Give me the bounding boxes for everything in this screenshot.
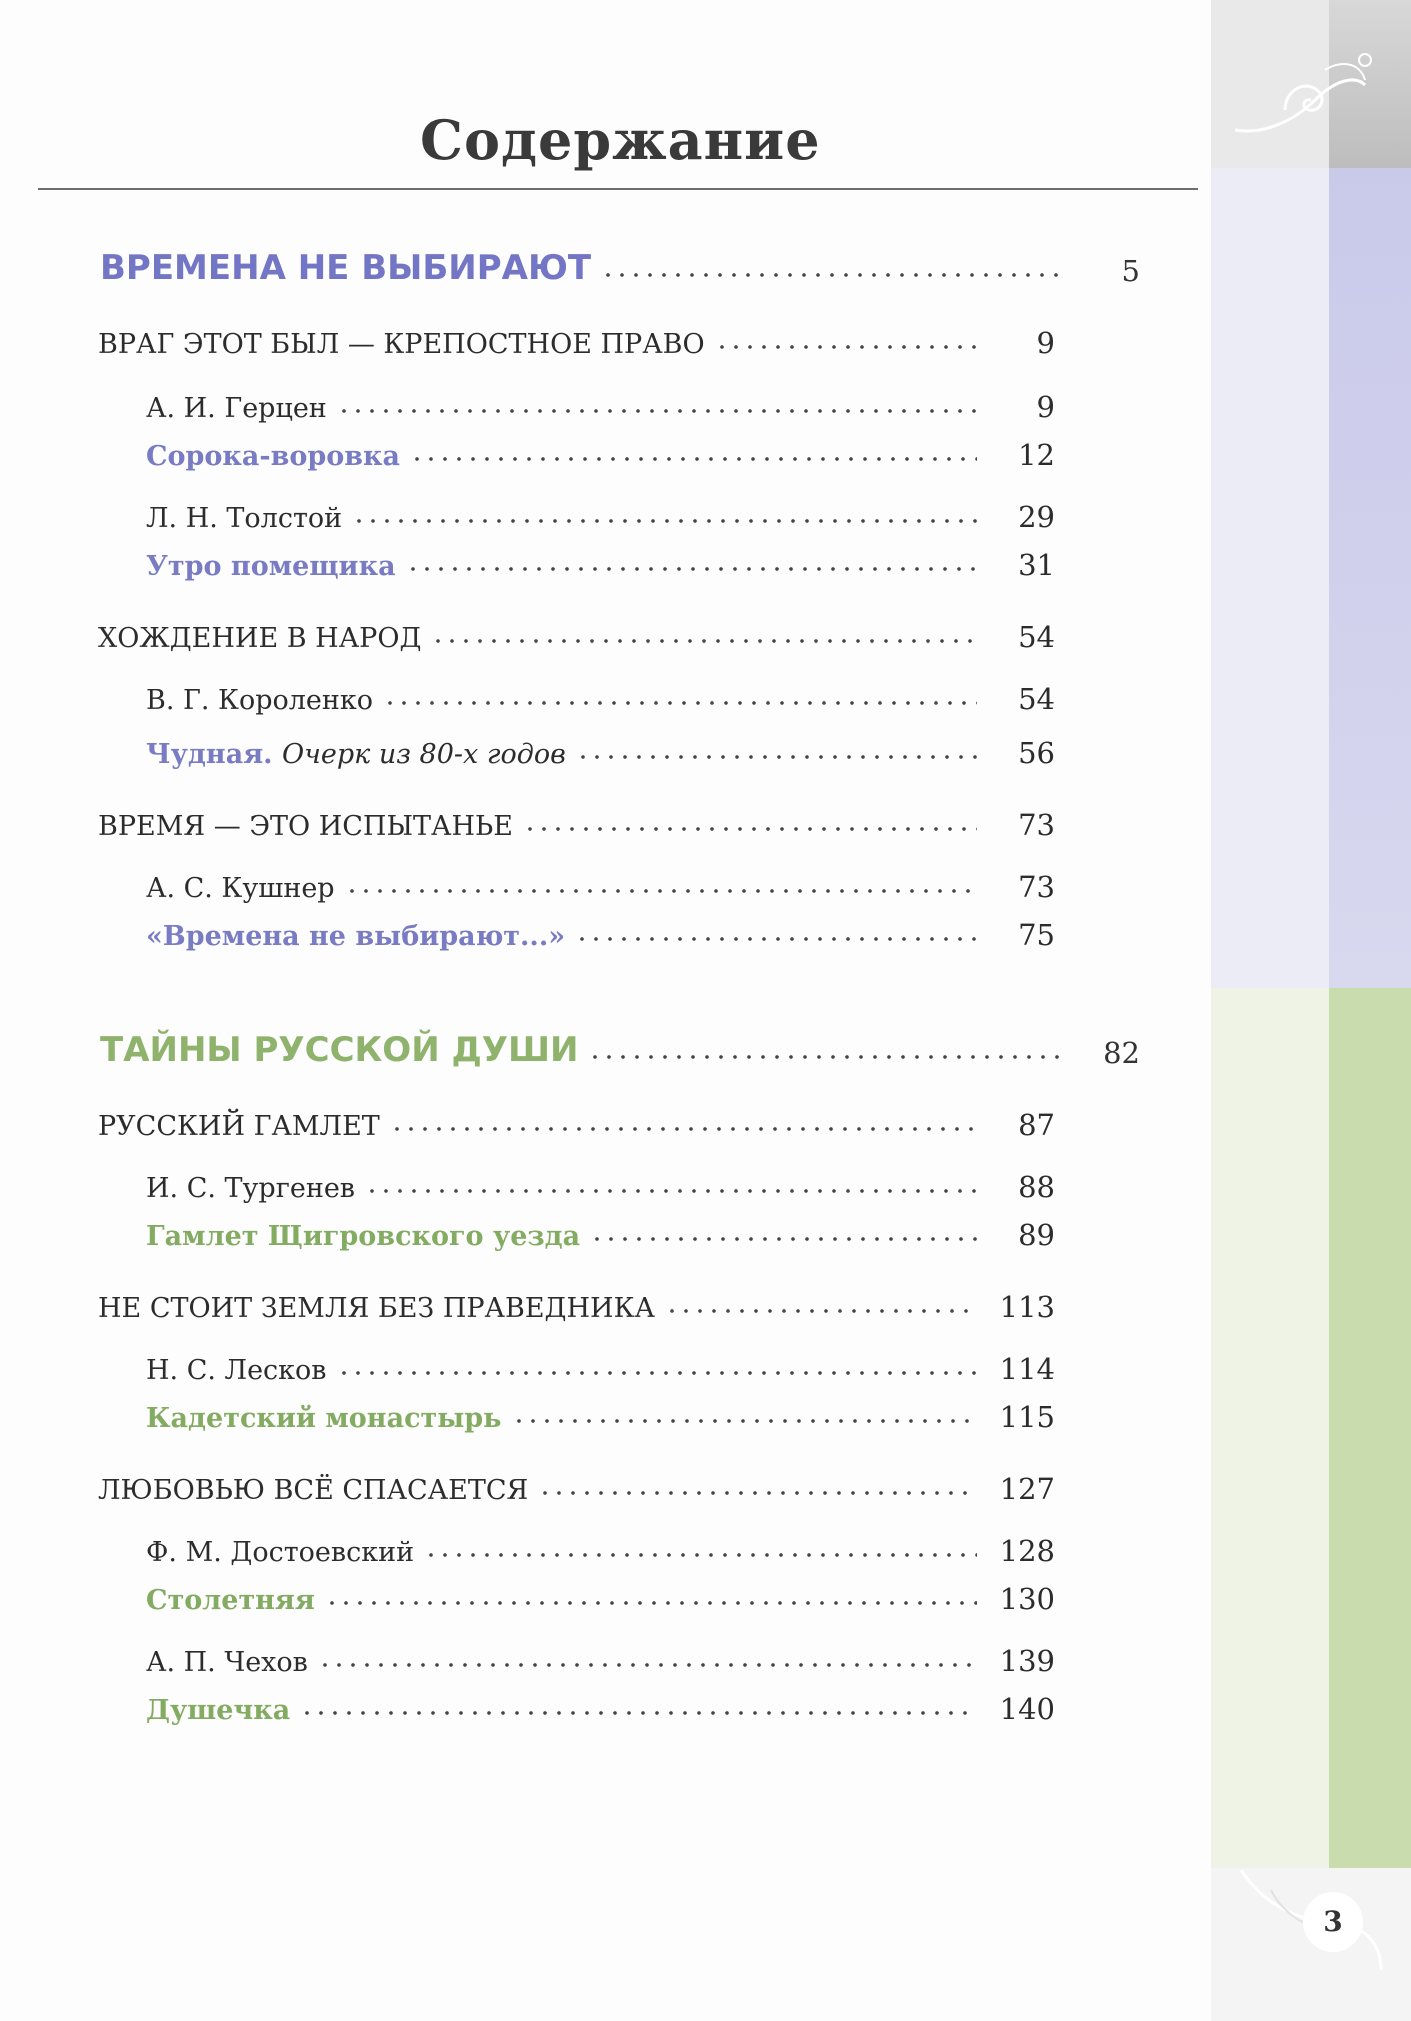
toc-author[interactable] xyxy=(146,384,1055,424)
toc-author-label: А. С. Кушнер xyxy=(146,873,335,904)
toc-chapter-label: НЕ СТОИТ ЗЕМЛЯ БЕЗ ПРАВЕДНИКА xyxy=(98,1293,655,1324)
toc-leader-dots xyxy=(365,1186,977,1196)
toc-chapter-label: ВРАГ ЭТОТ БЫЛ — КРЕПОСТНОЕ ПРАВО xyxy=(98,329,705,360)
toc-chapter[interactable] xyxy=(98,1466,1055,1506)
toc-author[interactable] xyxy=(146,864,1055,904)
toc-work-label: Сорока-воровка xyxy=(146,441,400,472)
toc-section-label: ТАЙНЫ РУССКОЙ ДУШИ xyxy=(100,1030,579,1070)
toc-chapter-label: ЛЮБОВЬЮ ВСЁ СПАСАЕТСЯ xyxy=(98,1475,529,1506)
toc-author[interactable] xyxy=(146,1638,1055,1678)
toc-leader-dots xyxy=(590,1234,977,1244)
toc-page-number: 75 xyxy=(1018,918,1055,952)
toc-work[interactable] xyxy=(146,912,1055,952)
toc-work-label: Столетняя xyxy=(146,1585,315,1616)
toc-author-label: Л. Н. Толстой xyxy=(146,503,343,534)
toc-work-label xyxy=(146,739,576,770)
toc-author[interactable] xyxy=(146,1528,1055,1568)
toc-author-label: А. П. Чехов xyxy=(146,1647,308,1678)
decorative-band-green xyxy=(1211,988,1411,1868)
toc-page-number: 114 xyxy=(999,1352,1055,1386)
title-divider xyxy=(38,188,1198,190)
toc-page-number: 56 xyxy=(1018,736,1055,770)
toc-leader-dots xyxy=(337,406,977,416)
toc-work[interactable] xyxy=(146,1394,1055,1434)
toc-chapter[interactable] xyxy=(98,802,1055,842)
toc-page-number: 139 xyxy=(999,1644,1055,1678)
toc-page-number: 9 xyxy=(1036,326,1055,360)
toc-page-number: 29 xyxy=(1018,500,1055,534)
toc-page-number: 89 xyxy=(1018,1218,1055,1252)
toc-work[interactable] xyxy=(146,1212,1055,1252)
toc-leader-dots xyxy=(523,824,977,834)
page-title: Содержание xyxy=(420,108,821,172)
swirl-ornament-icon xyxy=(1225,40,1375,150)
toc-leader-dots xyxy=(337,1368,978,1378)
toc-leader-dots xyxy=(390,1124,977,1134)
toc-leader-dots xyxy=(601,270,1062,280)
toc-author-label: Н. С. Лесков xyxy=(146,1355,327,1386)
toc-leader-dots xyxy=(424,1550,977,1560)
toc-work-label: Гамлет Щигровского уезда xyxy=(146,1221,581,1252)
toc-page-number: 12 xyxy=(1018,438,1055,472)
toc-page-number: 127 xyxy=(999,1472,1055,1506)
toc-author-label: В. Г. Короленко xyxy=(146,685,373,716)
toc-chapter-label: ВРЕМЯ — ЭТО ИСПЫТАНЬЕ xyxy=(98,811,513,842)
toc-leader-dots xyxy=(345,886,977,896)
toc-page-number: 5 xyxy=(1121,254,1140,288)
toc-section-russian-soul[interactable] xyxy=(100,1030,1140,1070)
toc-leader-dots xyxy=(431,636,977,646)
toc-leader-dots xyxy=(576,752,977,762)
toc-leader-dots xyxy=(325,1598,977,1608)
toc-page-number: 128 xyxy=(999,1534,1055,1568)
toc-leader-dots xyxy=(406,564,977,574)
toc-page-number: 73 xyxy=(1018,808,1055,842)
toc-author-label: Ф. М. Достоевский xyxy=(146,1537,415,1568)
toc-work-subtitle: Очерк из 80-х годов xyxy=(281,739,566,770)
toc-work[interactable] xyxy=(146,730,1055,770)
toc-work-label: Кадетский монастырь xyxy=(146,1403,502,1434)
toc-work[interactable] xyxy=(146,542,1055,582)
toc-leader-dots xyxy=(575,934,977,944)
toc-chapter[interactable] xyxy=(98,1102,1055,1142)
toc-page-number: 140 xyxy=(999,1692,1055,1726)
toc-author-label: А. И. Герцен xyxy=(146,393,327,424)
toc-leader-dots xyxy=(300,1708,977,1718)
toc-work[interactable] xyxy=(146,1686,1055,1726)
toc-leader-dots xyxy=(410,454,977,464)
toc-work[interactable] xyxy=(146,432,1055,472)
toc-chapter[interactable] xyxy=(98,1284,1055,1324)
toc-chapter[interactable] xyxy=(98,320,1055,360)
toc-leader-dots xyxy=(512,1416,977,1426)
toc-page-number: 54 xyxy=(1018,682,1055,716)
toc-page-number: 31 xyxy=(1018,548,1055,582)
toc-page-number: 130 xyxy=(999,1582,1055,1616)
toc-leader-dots xyxy=(715,342,977,352)
toc-leader-dots xyxy=(383,698,977,708)
toc-author-label: И. С. Тургенев xyxy=(146,1173,356,1204)
toc-leader-dots xyxy=(352,516,977,526)
toc-page-number: 113 xyxy=(999,1290,1055,1324)
toc-author[interactable] xyxy=(146,1346,1055,1386)
toc-page-number: 88 xyxy=(1018,1170,1055,1204)
toc-page-number: 115 xyxy=(999,1400,1055,1434)
toc-author[interactable] xyxy=(146,494,1055,534)
toc-page-number: 73 xyxy=(1018,870,1055,904)
toc-section-label: ВРЕМЕНА НЕ ВЫБИРАЮТ xyxy=(100,248,592,288)
toc-work-label: Душечка xyxy=(146,1695,291,1726)
toc-page-number: 9 xyxy=(1036,390,1055,424)
toc-work-label: Утро помещика xyxy=(146,551,396,582)
toc-work-title: Чудная. xyxy=(146,739,273,770)
toc-author[interactable] xyxy=(146,676,1055,716)
toc-chapter[interactable] xyxy=(98,614,1055,654)
toc-page-number: 82 xyxy=(1103,1036,1140,1070)
toc-section-times[interactable] xyxy=(100,248,1140,288)
toc-work-label: «Времена не выбирают...» xyxy=(146,921,566,952)
page-number: 3 xyxy=(1303,1892,1363,1952)
toc-chapter-label: ХОЖДЕНИЕ В НАРОД xyxy=(98,623,422,654)
toc-leader-dots xyxy=(588,1052,1062,1062)
toc-leader-dots xyxy=(538,1488,977,1498)
toc-page-number: 54 xyxy=(1018,620,1055,654)
toc-work[interactable] xyxy=(146,1576,1055,1616)
toc-page-number: 87 xyxy=(1018,1108,1055,1142)
decorative-band-lavender xyxy=(1211,168,1411,988)
toc-chapter-label: РУССКИЙ ГАМЛЕТ xyxy=(98,1111,380,1142)
toc-author[interactable] xyxy=(146,1164,1055,1204)
toc-leader-dots xyxy=(318,1660,977,1670)
toc-leader-dots xyxy=(665,1306,977,1316)
